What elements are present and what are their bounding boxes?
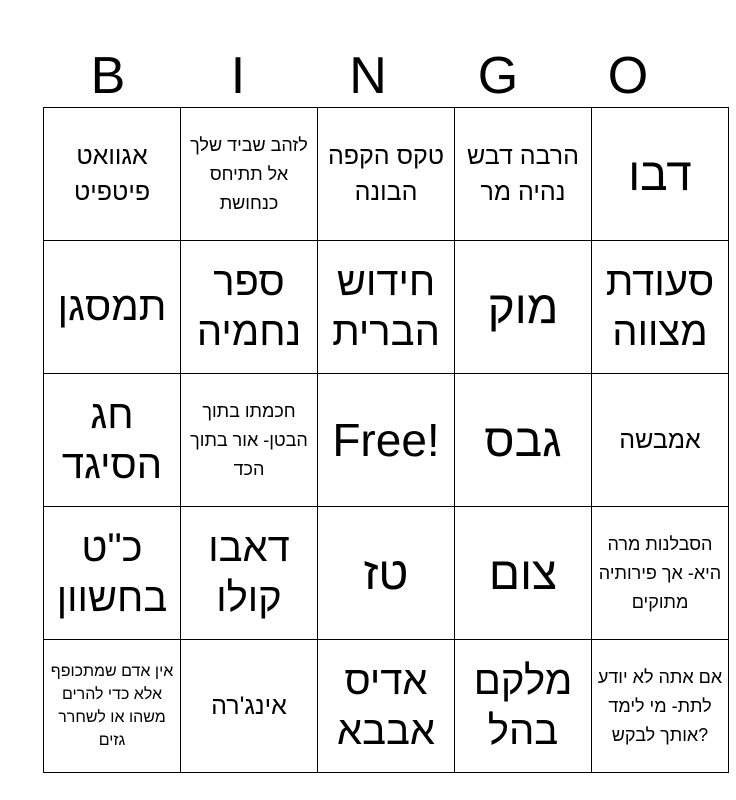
header-letter-i: I	[230, 47, 246, 105]
bingo-cell: דאבו קולו	[181, 507, 318, 640]
bingo-board	[43, 107, 729, 773]
bingo-cell: אינג'רה	[181, 640, 318, 773]
bingo-cell: אגוואט פיטפיט	[44, 108, 181, 241]
bingo-cell: צום	[455, 507, 592, 640]
bingo-cell: הסבלנות מרה היא- אך פירותיה מתוקים	[592, 507, 729, 640]
bingo-cell: חג הסיגד	[44, 374, 181, 507]
bingo-cell: לזהב שביד שלך אל תתיחס כנחושת	[181, 108, 318, 241]
bingo-cell: הרבה דבש נהיה מר	[455, 108, 592, 241]
header-letter-g: G	[477, 47, 519, 105]
bingo-cell: סעודת מצווה	[592, 241, 729, 374]
bingo-cell: טז	[318, 507, 455, 640]
header-letter-o: O	[607, 47, 649, 105]
bingo-cell: כ"ט בחשוון	[44, 507, 181, 640]
header-letter-n: N	[349, 47, 387, 105]
bingo-cell: חידוש הברית	[318, 241, 455, 374]
bingo-cell: אדיס אבבא	[318, 640, 455, 773]
free-space-cell: Free!	[318, 374, 455, 507]
bingo-cell: ספר נחמיה	[181, 241, 318, 374]
bingo-cell: טקס הקפה הבונה	[318, 108, 455, 241]
bingo-cell: מוק	[455, 241, 592, 374]
board-row	[44, 640, 729, 773]
bingo-header	[43, 48, 693, 104]
bingo-cell: גבס	[455, 374, 592, 507]
bingo-cell: אם אתה לא יודע לתת- מי לימד אותך לבקש?	[592, 640, 729, 773]
bingo-cell: אמבשה	[592, 374, 729, 507]
bingo-cell: אין אדם שמתכופף אלא כדי להרים משהו או לשחרר גזים	[44, 640, 181, 773]
header-letter-b: B	[90, 47, 126, 105]
board-row	[44, 507, 729, 640]
board-row	[44, 241, 729, 374]
board-row	[44, 108, 729, 241]
bingo-cell: תמסגן	[44, 241, 181, 374]
bingo-cell: דבו	[592, 108, 729, 241]
bingo-cell: מלקם בהל	[455, 640, 592, 773]
bingo-cell: חכמתו בתוך הבטן- אור בתוך הכד	[181, 374, 318, 507]
board-row	[44, 374, 729, 507]
